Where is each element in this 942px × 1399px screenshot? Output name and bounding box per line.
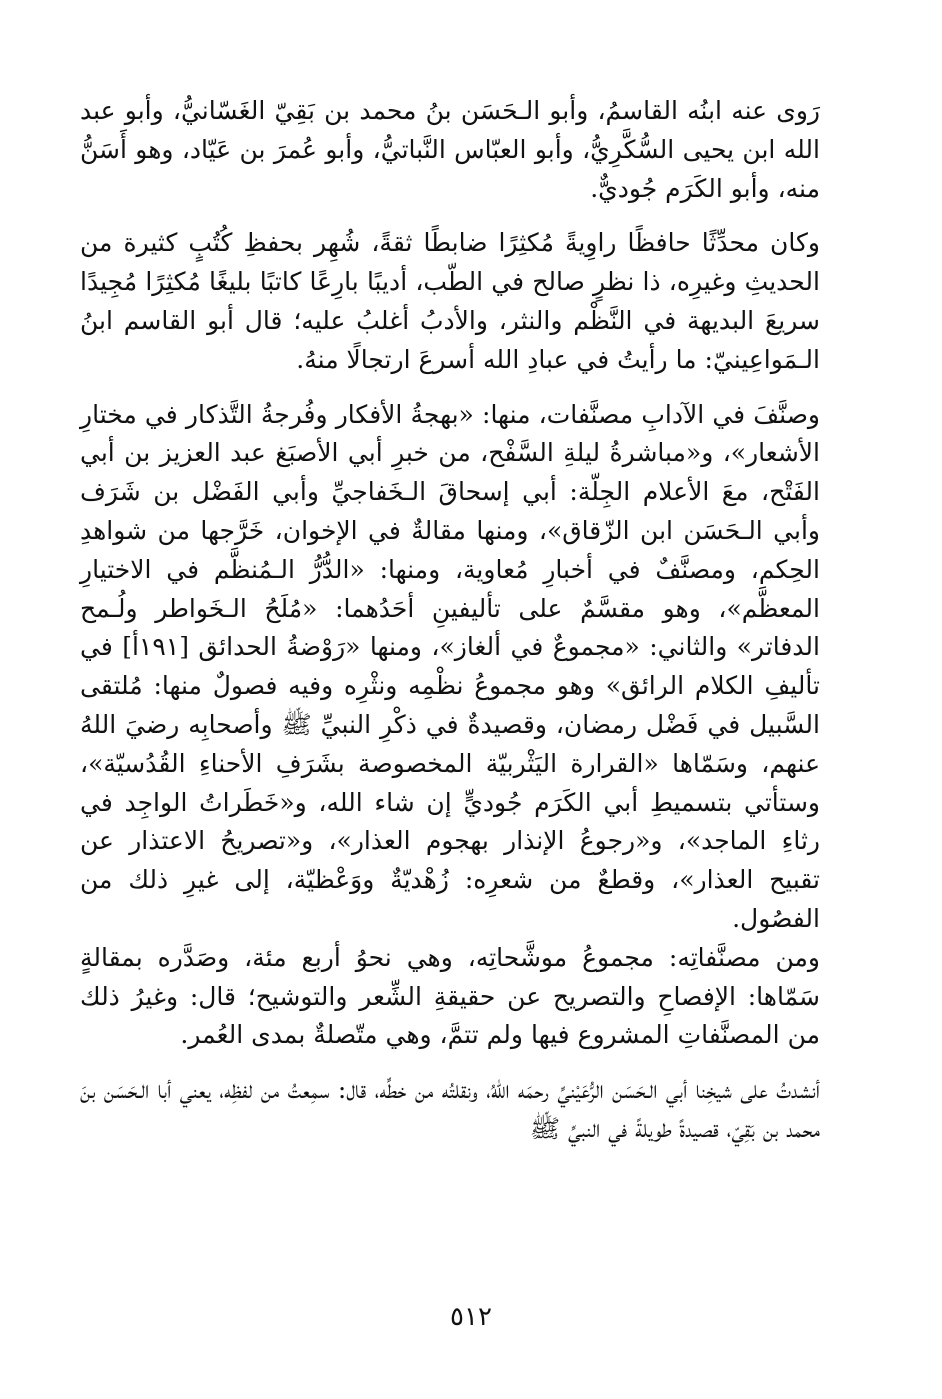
page-number: ٥١٢	[450, 1302, 492, 1332]
page-body	[80, 92, 820, 1149]
paragraph-works: وصنَّفَ في الآدابِ مصنَّفات، منها: «بهجةُ الأفكار وفُرجةُ التَّذكار في مختارِ الأشعار»، و«مباشرةُ ليلةِ السَّفْح، من خبرِ أبي الأصبَغ عبد العزيز بن أبي الفَتْح، معَ الأعلام الجِلّة: أبي إسحاقَ الـخَفاجيِّ وأبي الفَضْل بن شَرَف وأبي الـحَسَن ابن الزّقاق»، ومنها مقالةٌ في الإخوان، خَرَّجها من شواهدِ الحِكم، ومصنَّفٌ في أخبارِ مُعاوية، ومنها: «الدُّرُّ الـمُنظَّم في الاختيارِ المعظَّم»، وهو مقسَّمٌ على تأليفينِ أحَدُهما: «مُلَحُ الـخَواطر ولُـمح الدفاتر» والثاني: «مجموعٌ في ألغاز»، ومنها «رَوْضةُ الحدائق [١٩١أ] في تأليفِ الكلام الرائق» وهو مجموعُ نظْمِه ونثْرِه وفيه فصولٌ منها: مُلتقى السَّبيل في فَضْل رمضان، وقصيدةٌ في ذكْرِ النبيِّ ﷺ وأصحابِه رضيَ اللهُ عنهم، وسَمّاها «القرارة اليَثْربيّة المخصوصة بشَرَفِ الأحناءِ القُدُسيّة»، وستأتي بتسميطِ أبي الكَرَم جُوديٍّ إن شاء الله، و«خَطَراتُ الواجِد في رثاءِ الماجد»، و«رجوعُ الإنذار بهجوم العذار»، و«تصريحُ الاعتذار عن تقبيح العذار»، وقطعٌ من شعرِه: زُهْديّةٌ ووَعْظيّة، إلى غيرِ ذلك من الفصُول.	[80, 399, 820, 933]
paragraph-narrators: رَوى عنه ابنُه القاسمُ، وأبو الـحَسَن بنُ محمد بن بَقِيّ الغَسّانيُّ، وأبو عبد الله ابن يحيى السُّكَّرِيُّ، وأبو العبّاس النَّباتيُّ، وأبو عُمرَ بن عَيّاد، وهو أَسَنُّ منه، وأبو الكَرَم جُوديٌّ.	[80, 96, 820, 203]
paragraph-recitation: أنشدتُ على شيخِنا أبي الـحَسَن الرُّعَيْنيِّ رحمَه اللهُ، ونقلتُه من خطِّه، قال: سمِعتُ من لفظِه، يعني أبا الـحَسَن بنَ محمد بن بَقِيّ، قصيدةً طويلةً في النبيِّ ﷺ	[80, 1075, 820, 1143]
paragraph-muwashshahat: ومن مصنَّفاتِه: مجموعُ موشَّحاتِه، وهي نحوُ أربع مئة، وصَدَّره بمقالةٍ سَمّاها: الإفصاحِ والتصريح عن حقيقةِ الشِّعر والتوشيح؛ قال: وغيرُ ذلك من المصنَّفاتِ المشروع فيها ولم تتمَّ، وهي متّصلةٌ بمدى العُمر.	[80, 942, 820, 1050]
paragraph-biography: وكان محدِّثًا حافظًا راوِيةً مُكثِرًا ضابطًا ثقةً، شُهِر بحفظِ كُتُبٍ كثيرة من الحديثِ وغيرِه، ذا نظرٍ صالح في الطّب، أديبًا بارِعًا كاتبًا بليغًا مُكثِرًا مُجِيدًا سريعَ البديهة في النَّظْم والنثر، والأدبُ أغلبُ عليه؛ قال أبو القاسم ابنُ الـمَواعِينيّ: ما رأيتُ في عبادِ الله أسرعَ ارتجالًا منهُ.	[80, 228, 820, 374]
